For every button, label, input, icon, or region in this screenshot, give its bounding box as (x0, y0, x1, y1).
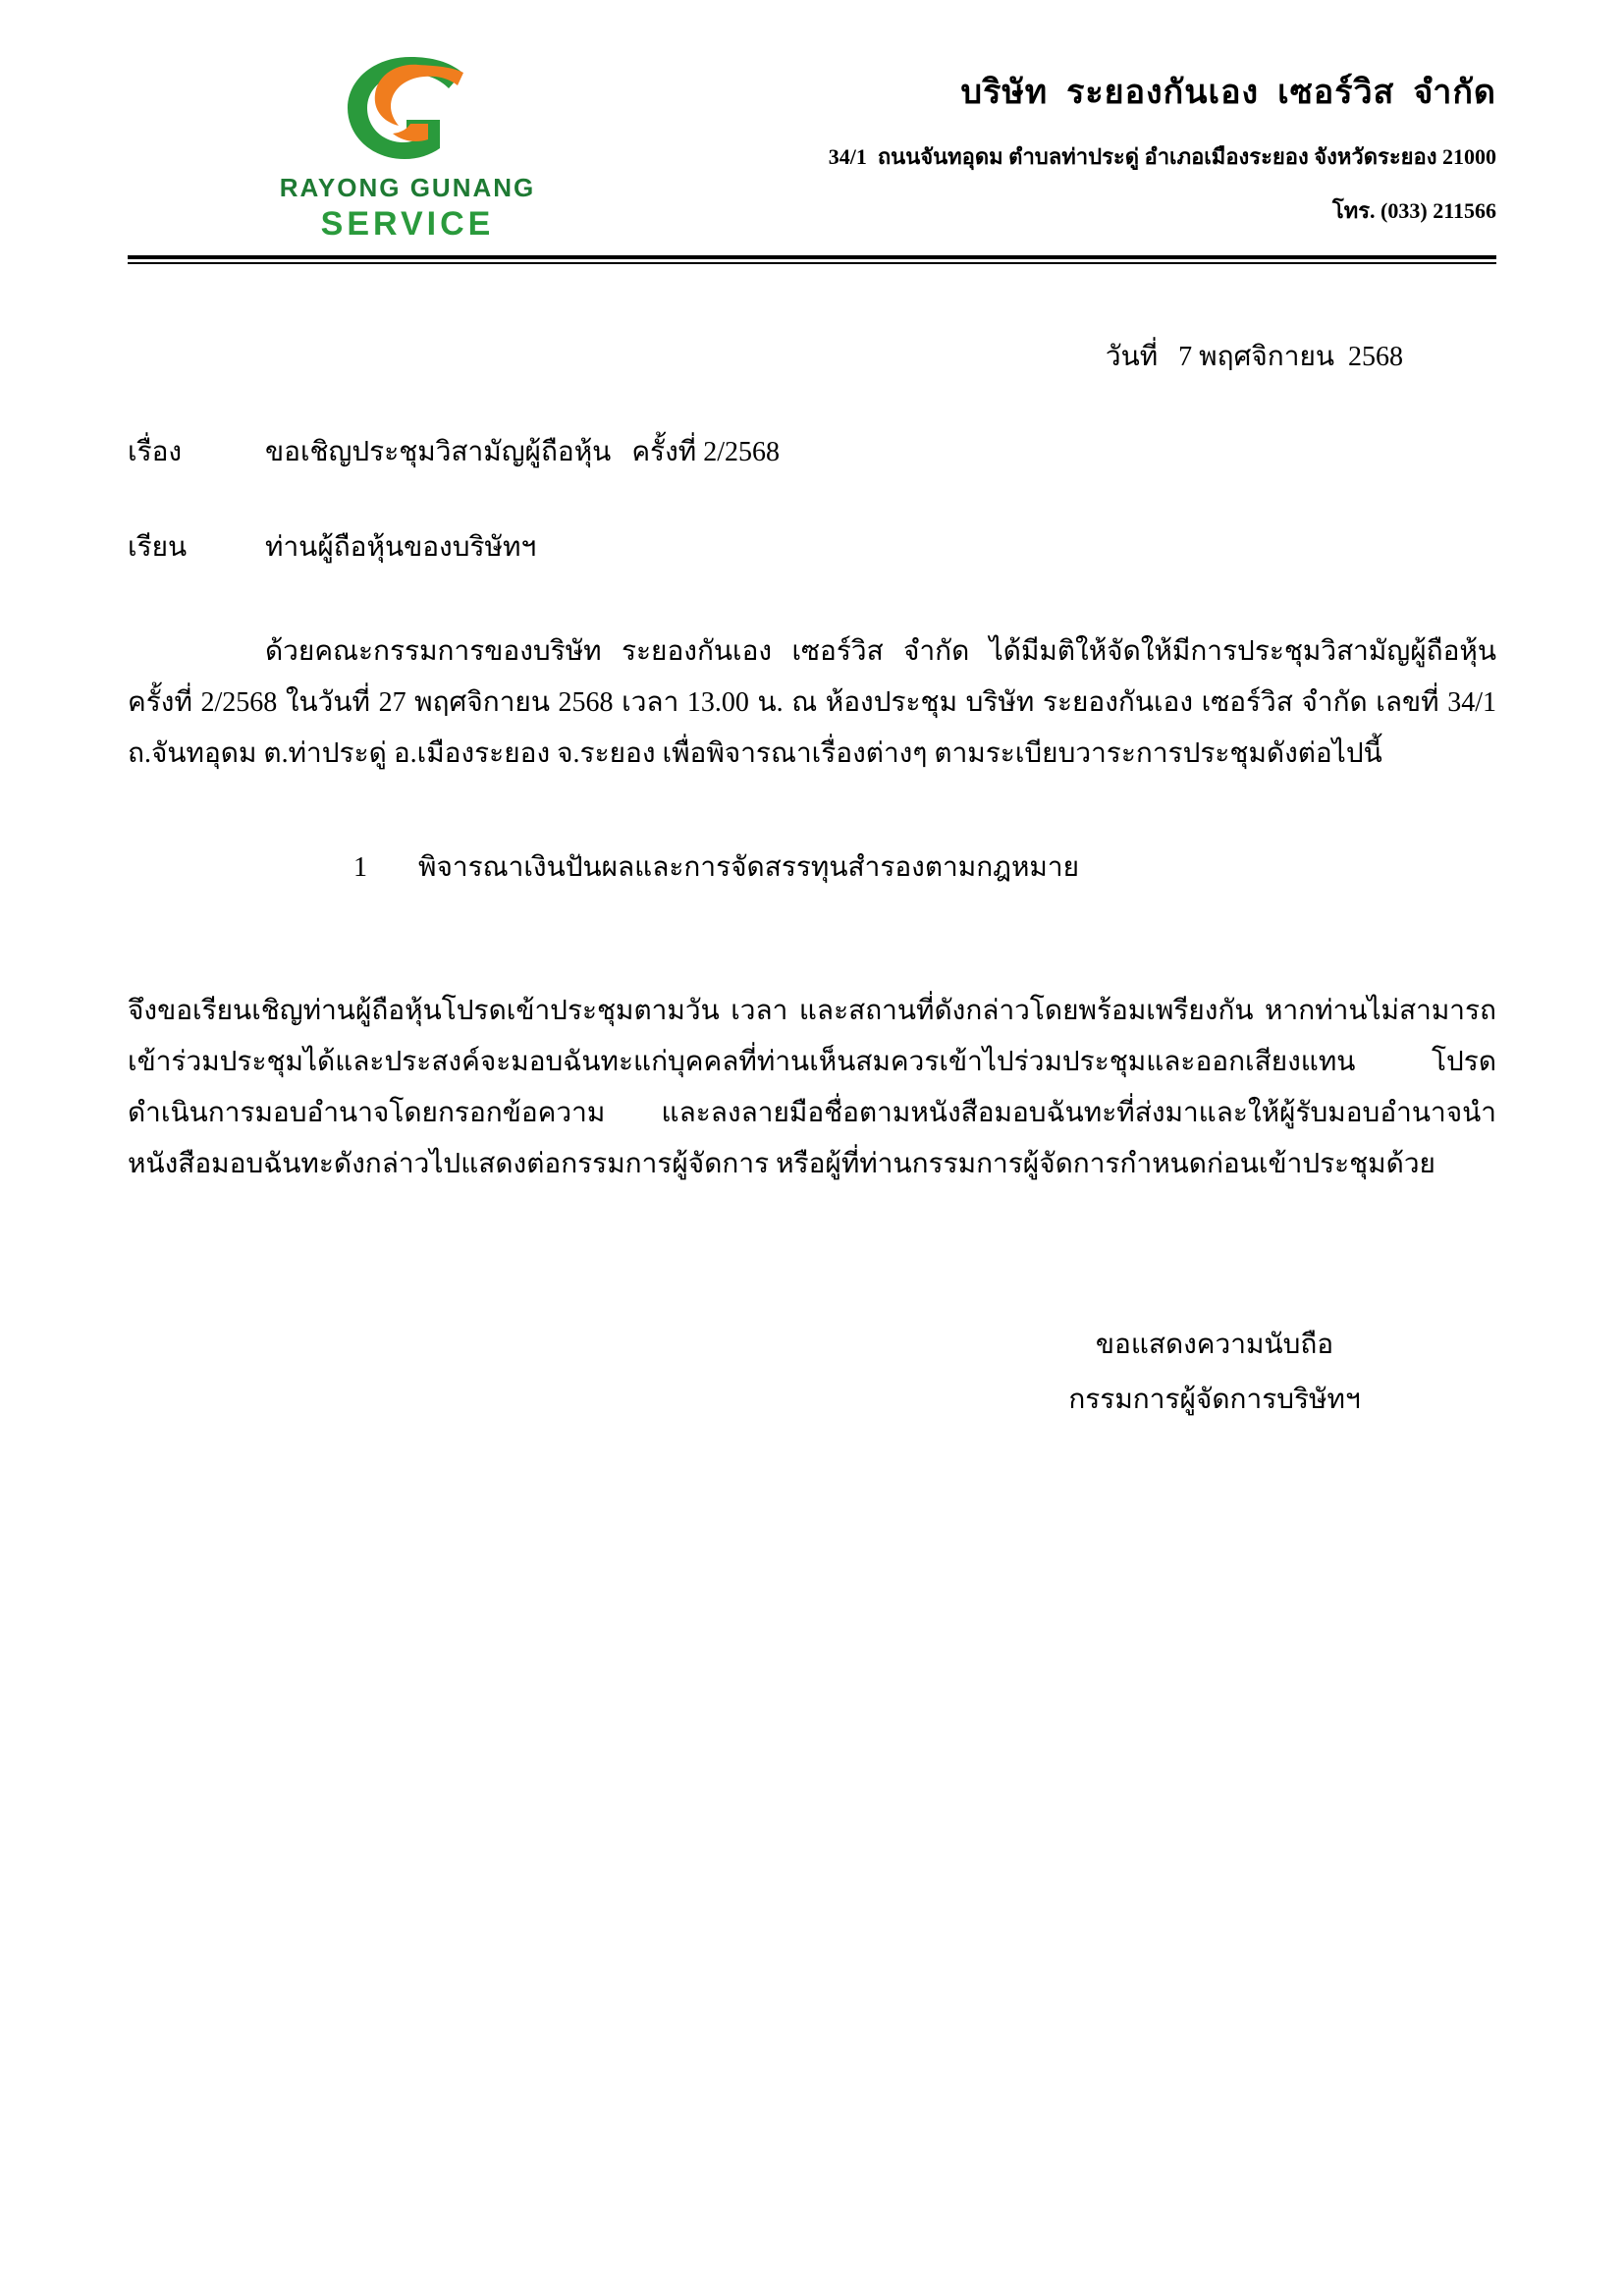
recipient-value: ท่านผู้ถือหุ้นของบริษัทฯ (265, 532, 537, 563)
company-phone: โทร. (033) 211566 (1331, 198, 1496, 223)
divider-thick (128, 255, 1496, 259)
agenda-item (353, 843, 1496, 892)
letter-date: วันที่ 7 พฤศจิกายน 2568 (1105, 342, 1403, 372)
logo-company-name: RAYONG GUNANG (279, 173, 536, 202)
subject-label: เรื่อง (128, 437, 183, 467)
recipient-label: เรียน (128, 532, 188, 563)
paragraph-one-text: ด้วยคณะกรรมการของบริษัท ระยองกันเอง เซอร์วิส จำกัด ได้มีมติให้จัดให้มีการประชุมวิสามัญผู้ถือหุ้น ครั้งที่ 2/2568 ในวันที่ 27 พฤศจิกายน 2568 เวลา 13.00 น. ณ ห้องประชุม บริษัท ระยองกันเอง เซอร์วิส จำกัด เลขที่ 34/1 ถ.จันทอุดม ต.ท่าประดู่ อ.เมืองระยอง จ.ระยอง เพื่อพิจารณาเรื่องต่างๆ ตามระเบียบวาระการประชุมดังต่อไปนี้ (128, 636, 1496, 769)
closing-salutation: ขอแสดงความนับถือ (1095, 1329, 1334, 1360)
agenda-item-number: 1 (353, 852, 367, 884)
rayong-gunang-logo-icon (334, 51, 481, 167)
paragraph-two-text: จึงขอเรียนเชิญท่านผู้ถือหุ้นโปรดเข้าประชุมตามวัน เวลา และสถานที่ดังกล่าวโดยพร้อมเพรียงกัน หากท่านไม่สามารถเข้าร่วมประชุมได้และประสงค์จะมอบฉันทะแก่บุคคลที่ท่านเห็นสมควรเข้าไปร่วมประชุมและออกเสียงแทน โปรดดำเนินการมอบอำนาจโดยกรอกข้อความ และลงลายมือชื่อตามหนังสือมอบฉันทะที่ส่งมาและให้ผู้รับมอบอำนาจนำหนังสือมอบฉันทะดังกล่าวไปแสดงต่อกรรมการผู้จัดการ หรือผู้ที่ท่านกรรมการผู้จัดการกำหนดก่อนเข้าประชุมด้วย (128, 996, 1496, 1179)
closing-block (128, 1318, 1496, 1428)
agenda-item-text: พิจารณาเงินปันผลและการจัดสรรทุนสำรองตามกฎหมาย (418, 852, 1079, 884)
company-name: บริษัท ระยองกันเอง เซอร์วิส จำกัด (960, 75, 1496, 111)
subject-row (128, 428, 1496, 476)
header-divider (0, 244, 1624, 264)
logo-company-sub: SERVICE (320, 205, 495, 243)
closing-title: กรรมการผู้จัดการบริษัทฯ (1068, 1384, 1361, 1415)
subject-value: ขอเชิญประชุมวิสามัญผู้ถือหุ้น ครั้งที่ 2/2568 (265, 437, 781, 467)
company-logo-block (128, 51, 540, 244)
agenda-list (128, 843, 1496, 892)
recipient-row (128, 523, 1496, 571)
company-details (540, 51, 1496, 228)
divider-thin (128, 262, 1496, 264)
paragraph-two (128, 986, 1496, 1189)
letter-body (0, 333, 1624, 1428)
company-address: 34/1 ถนนจันทอุดม ตำบลท่าประดู่ อำเภอเมืองระยอง จังหวัดระยอง 21000 (828, 144, 1496, 169)
paragraph-one (128, 626, 1496, 779)
letterhead (0, 0, 1624, 244)
